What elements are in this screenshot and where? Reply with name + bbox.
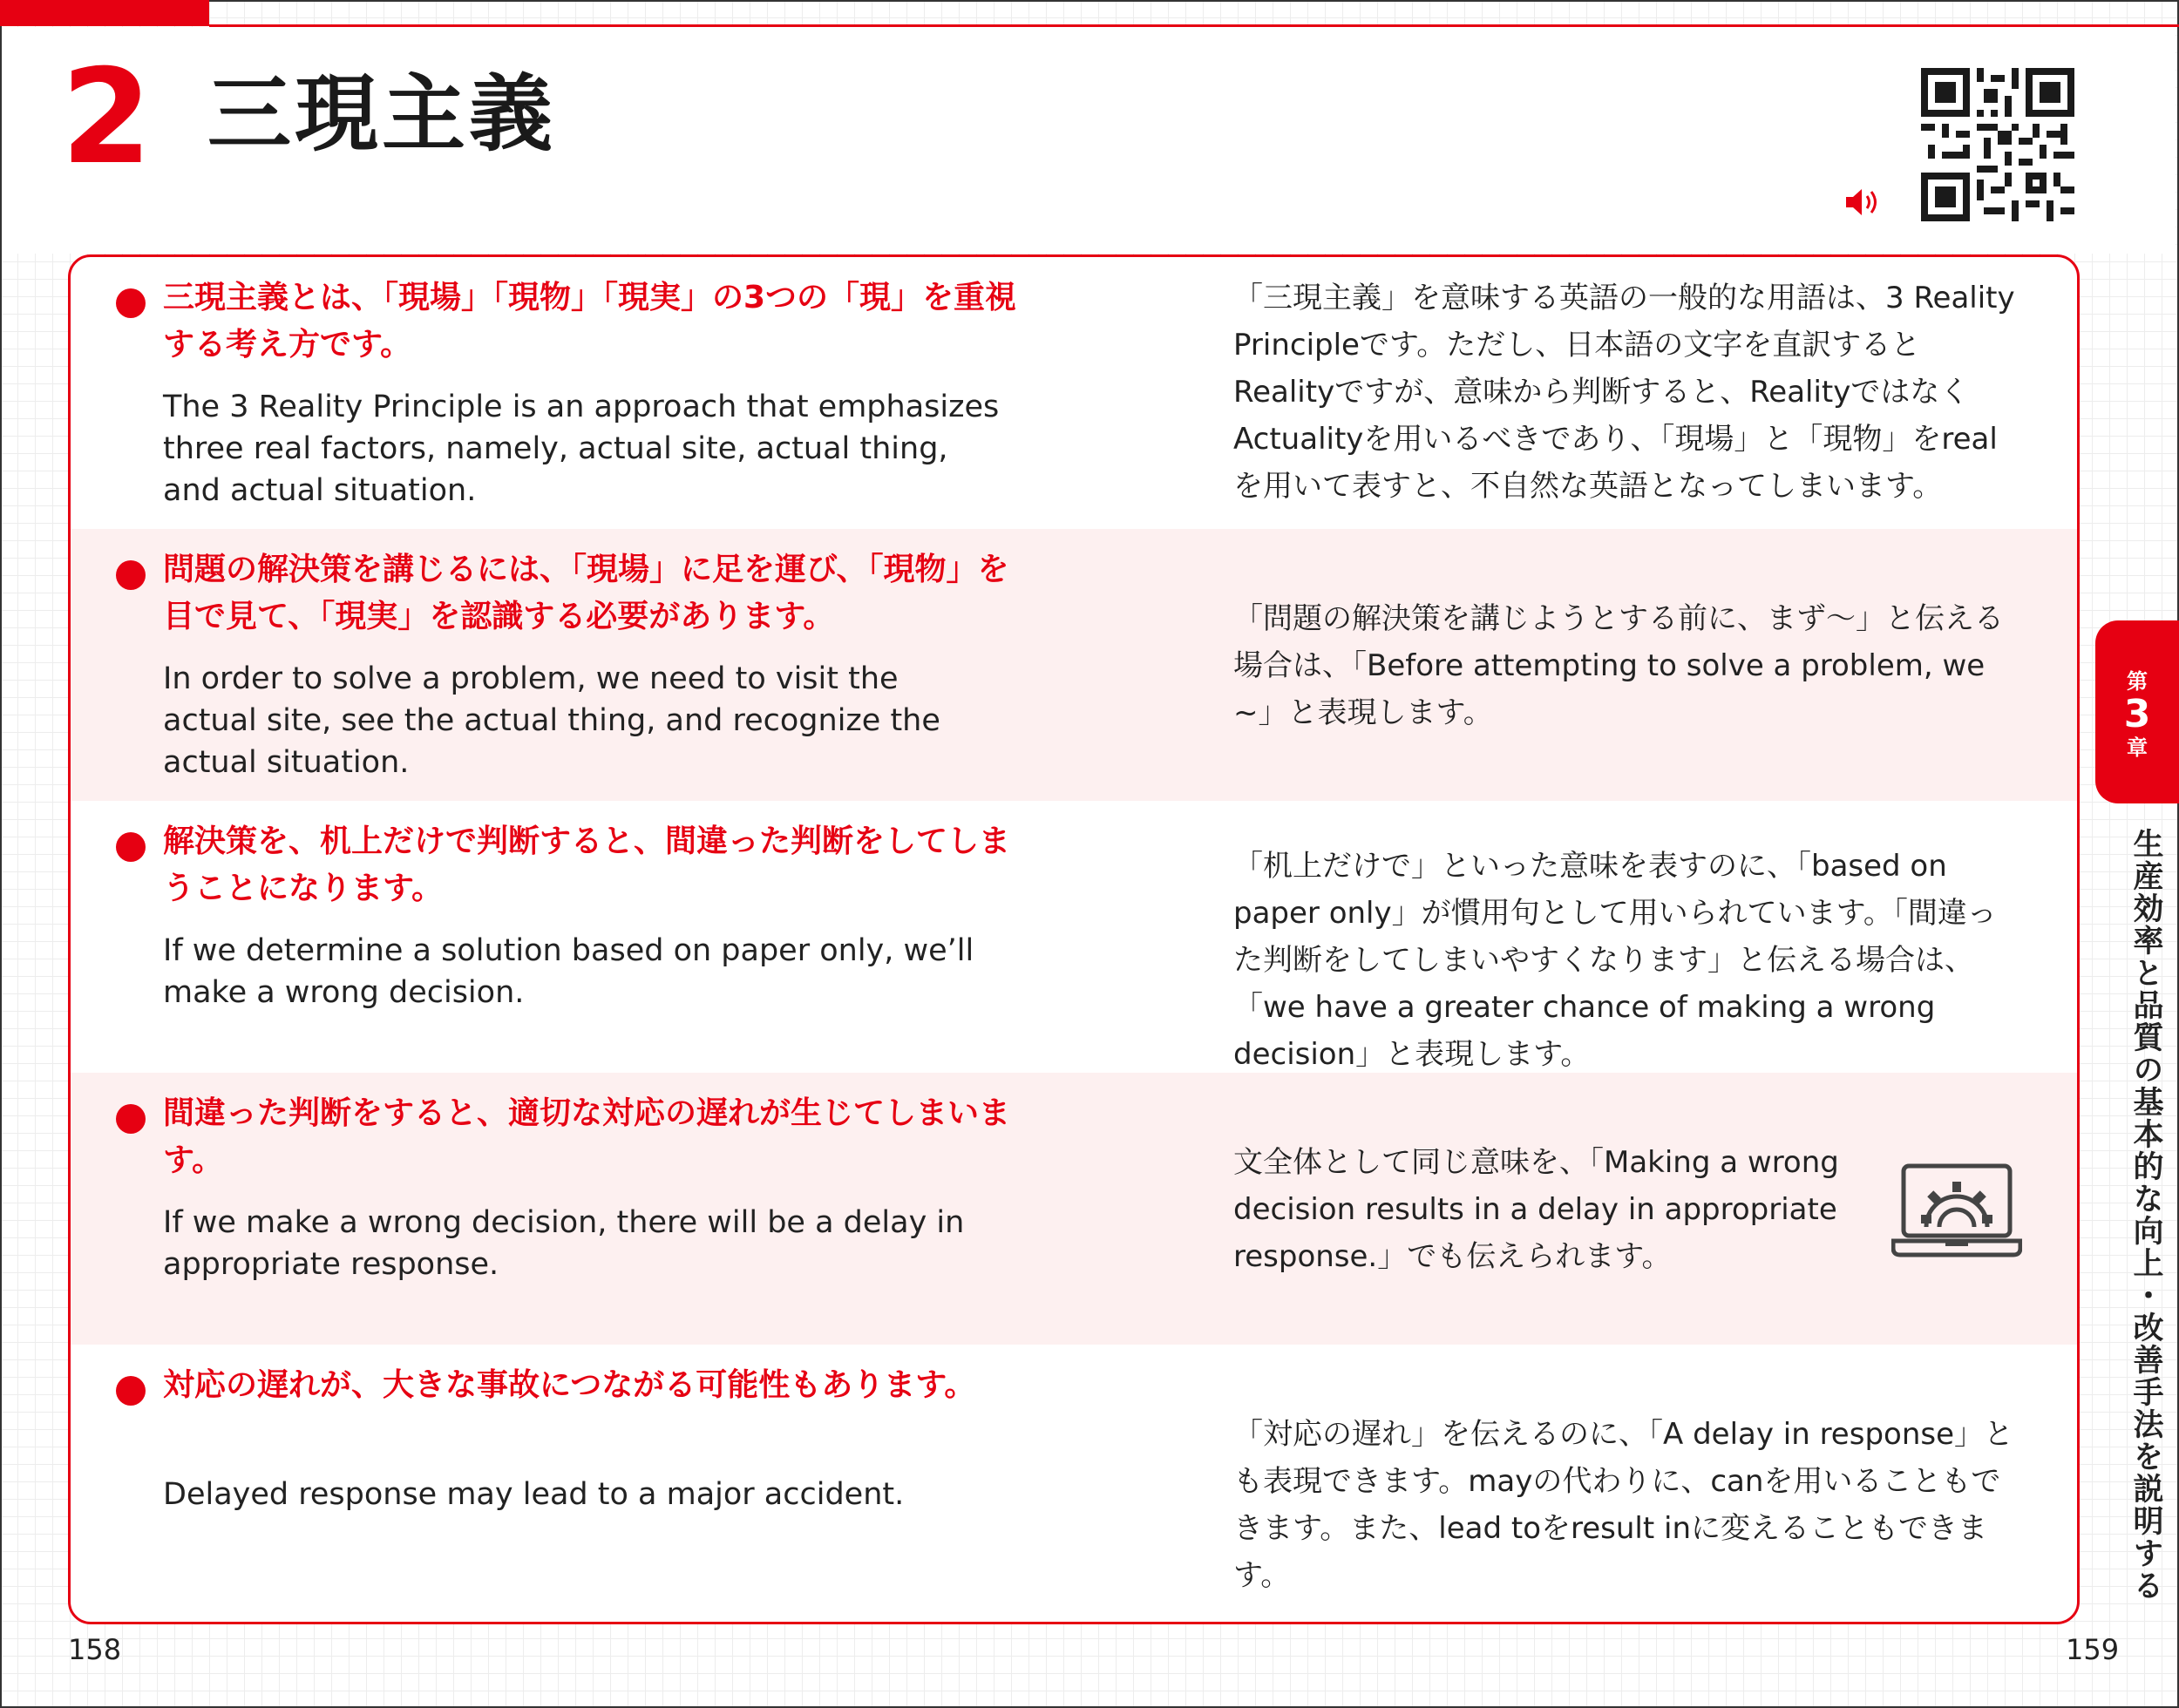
usage-note: 「対応の遅れ」を伝えるのに、「A delay in response」とも表現できます。mayの代わりに、canを用いることもできます。また、lead toをresult inに変えることもできます。 [1233,1417,2014,1593]
qr-code[interactable] [1921,68,2074,221]
bullet-dot [116,288,146,318]
top-accent-bar [0,0,209,26]
bullet-dot [116,560,146,590]
japanese-sentence: 三現主義とは、「現場」「現物」「現実」の3つの「現」を重視する考え方です。 [163,280,1017,363]
usage-note: 文全体として同じ意味を、「Making a wrong decision results in a delay in appropriate response.」でも伝えられます。 [1233,1145,1839,1274]
top-rule [209,24,2179,27]
usage-note: 「机上だけで」といった意味を表すのに、「based on paper only」が慣用句として用いられています。「間違った判断をしてしまいやすくなります」と伝える場合は、「we have a greater chance of making a wrong decision」と表現します。 [1233,849,1997,1072]
bullet-dot [116,832,146,862]
phrase-row [71,257,2077,529]
english-translation: Delayed response may lead to a major accident. [163,1477,905,1512]
bullet-dot [116,1104,146,1134]
japanese-sentence: 解決策を、机上だけで判断すると、間違った判断をしてしまうことになります。 [163,824,1011,906]
chapter-number: 3 [2123,692,2151,736]
section-number: 2 [61,42,153,193]
speaker-icon[interactable] [1844,185,1883,220]
phrase-row [71,801,2077,1073]
usage-note: 「問題の解決策を講じようとする前に、まず〜」と伝える場合は、「Before attempting to solve a problem, we ~」と表現します。 [1233,601,2004,730]
japanese-sentence: 問題の解決策を講じるには、「現場」に足を運び、「現物」を目で見て、「現実」を認識する必要があります。 [163,552,1009,634]
chapter-title: 生産効率と品質の基本的な向上・改善手法を説明する [2128,828,2163,1602]
page-title: 三現主義 [207,65,556,163]
page-number-right: 159 [2066,1633,2120,1666]
chapter-prefix: 第 [2127,669,2148,694]
japanese-sentence: 間違った判断をすると、適切な対応の遅れが生じてしまいます。 [163,1095,1011,1178]
laptop-gear-icon [1891,1161,2022,1262]
phrase-row [71,1345,2077,1616]
english-translation: If we make a wrong decision, there will be a delay in appropriate response. [163,1205,965,1282]
english-translation: If we determine a solution based on paper only, we’ll make a wrong decision. [163,933,974,1010]
phrase-row [71,1073,2077,1345]
page-number-left: 158 [68,1633,122,1666]
english-translation: In order to solve a problem, we need to visit the actual site, see the actual thing, and recognize the actual situation. [163,661,940,780]
english-translation: The 3 Reality Principle is an approach that emphasizes three real factors, namely, actual site, actual thing, and actual situation. [163,390,1000,508]
phrase-row [71,529,2077,801]
chapter-suffix: 章 [2127,735,2148,760]
usage-note: 「三現主義」を意味する英語の一般的な用語は、3 Reality Principleです。ただし、日本語の文字を直訳するとRealityですが、意味から判断すると、RealityではなくActualityを用いるべきであり、「現場」と「現物」をrealを用いて表すと、不自然な英語となってしまいます。 [1233,281,2015,504]
japanese-sentence: 対応の遅れが、大きな事故につながる可能性もあります。 [163,1367,976,1403]
phrase-panel [68,254,2080,1624]
chapter-tab[interactable] [2095,620,2179,803]
bullet-dot [116,1376,146,1406]
